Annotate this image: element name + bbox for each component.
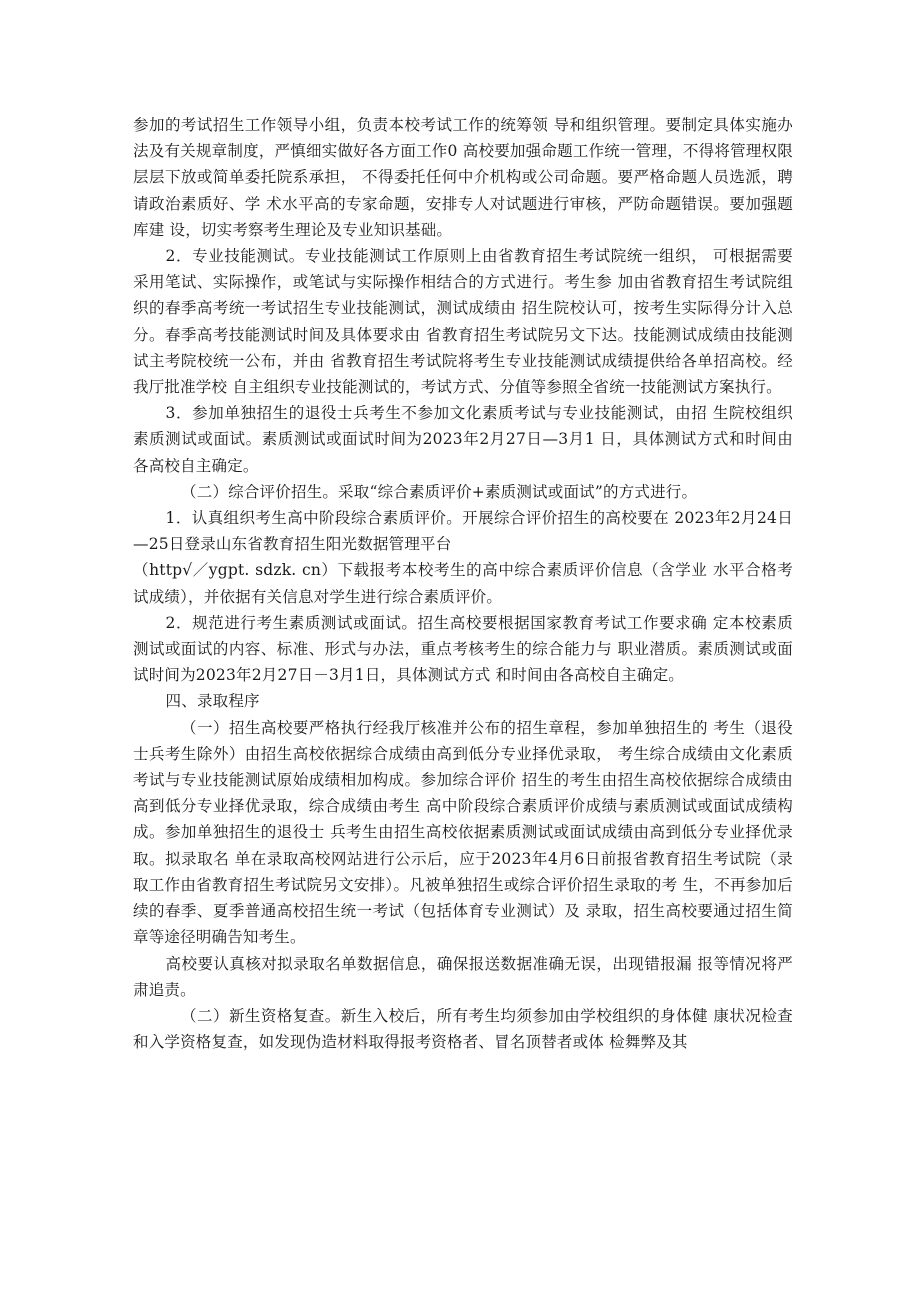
paragraph-skill-test: 2．专业技能测试。专业技能测试工作原则上由省教育招生考试院统一组织， 可根据需要采用笔试、实际操作，或笔试与实际操作相结合的方式进行。考生参 加由省教育招生考试院组织的春季高考统一考试招生专业技能测试，测试成绩由 招生院校认可，按考生实际得分计入总分。春季高考技能测试时间及具体要求由 省教育招生考试院另文下达。技能测试成绩由技能测试主考院校统一公布，并由 省教育招生考试院将考生专业技能测试成绩提供给各单招高校。经我厅批准学校 自主组织专业技能测试的，考试方式、分值等参照全省统一技能测试方案执行。 [133, 247, 793, 397]
paragraph-exam-leadership: 参加的考试招生工作领导小组，负责本校考试工作的统筹领 导和组织管理。要制定具体实施办法及有关规章制度，严慎细实做好各方面工作0 高校要加强命题工作统一管理，不得将管理权限层层下放或简单委托院系承担， 不得委托任何中介机构或公司命题。要严格命题人员选派，聘请政治素质好、学 术水平高的专家命题，安排专人对试题进行审核，严防命题错误。要加强题库建 设，切实考察考生理论及专业知识基础。 [133, 116, 793, 239]
paragraph-qualification-review: （二）新生资格复查。新生入校后，所有考生均须参加由学校组织的身体健 康状况检查和入学资格复查，如发现伪造材料取得报考资格者、冒名顶替者或体 检舞弊及其 [133, 1006, 793, 1052]
paragraph-veteran-test: 3．参加单独招生的退役士兵考生不参加文化素质考试与专业技能测试，由招 生院校组织素质测试或面试。素质测试或面试时间为2023年2月27日—3月1 日，具体测试方式和时间由各高校自主确定。 [133, 404, 793, 475]
paragraph-admission-rules: （一）招生高校要严格执行经我厅核准并公布的招生章程，参加单独招生的 考生（退役士兵考生除外）由招生高校依据综合成绩由高到低分专业择优录取， 考生综合成绩由文化素质考试与专业技能测试原始成绩相加构成。参加综合评价 招生的考生由招生高校依据综合成绩由高到低分专业择优录取，综合成绩由考生 高中阶段综合素质评价成绩与素质测试或面试成绩构成。参加单独招生的退役士 兵考生由招生高校依据素质测试或面试成绩由高到低分专业择优录取。拟录取名 单在录取高校网站进行公示后，应于2023年4月6日前报省教育招生考试院（录 取工作由省教育招生考试院另文安排）。凡被单独招生或综合评价招生录取的考 生，不再参加后续的春季、夏季普通高校招生统一考试（包括体育专业测试）及 录取，招生高校要通过招生简章等途径明确告知考生。 [133, 718, 793, 947]
paragraph-comprehensive-heading: （二）综合评价招生。采取“综合素质评价+素质测试或面试”的方式进行。 [181, 482, 698, 501]
section-heading-admission: 四、录取程序 [165, 692, 260, 711]
paragraph-quality-test: 2．规范进行考生素质测试或面试。招生高校要根据国家教育考试工作要求确 定本校素质测试或面试的内容、标准、形式与办法，重点考核考生的综合能力与 职业潜质。素质测试或面试时间为2023年2月27日－3月1日，具体测试方式 和时间由各高校自主确定。 [133, 613, 793, 685]
document-page [133, 112, 793, 1055]
paragraph-comprehensive-evaluation: 1．认真组织考生高中阶段综合素质评价。开展综合评价招生的高校要在 2023年2月24日—25日登录山东省教育招生阳光数据管理平台 [133, 509, 793, 554]
paragraph-data-verification: 高校要认真核对拟录取名单数据信息，确保报送数据准确无误，出现错报漏 报等情况将严肃追责。 [133, 954, 793, 999]
paragraph-platform-url: （http√／ygpt. sdzk. cn）下载报考本校考生的高中综合素质评价信息（含学业 水平合格考试成绩），并依据有关信息对学生进行综合素质评价。 [133, 561, 793, 606]
